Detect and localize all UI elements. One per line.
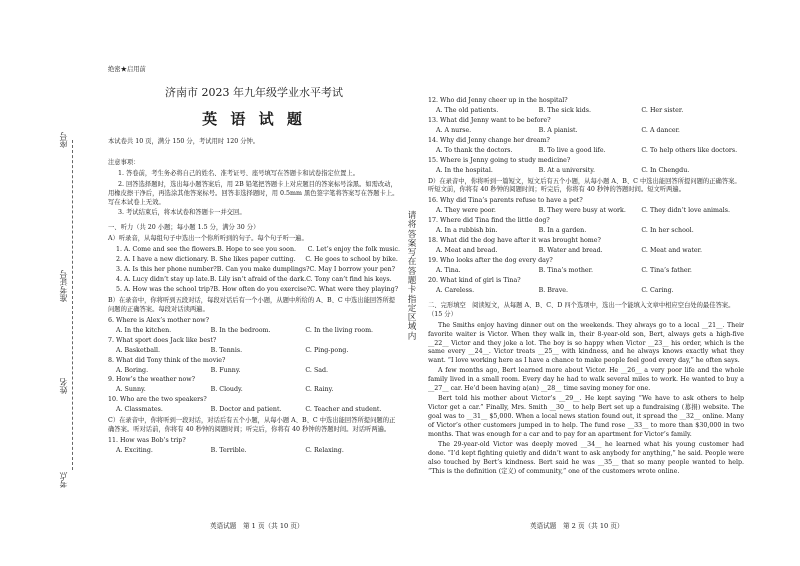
notes-title: 注意事项： (108, 158, 140, 166)
exam-title: 济南市 2023 年九年级学业水平考试 (165, 85, 343, 99)
section-1-title: 一、听力（共 20 小题；每小题 1.5 分，满分 30 分） (108, 224, 260, 232)
question-17: 17. Where did Tina find the little dog? A. In a rubbish bin. B. In a garden. C. In her school. (428, 217, 694, 235)
part-a-instructions: A）听录音，从每组句子中选出一个你所听到的句子。每个句子听一遍。 (108, 235, 308, 243)
seat-label: 座号 (59, 132, 68, 148)
question-14: 14. Why did Jenny change her dream? A. To thank the doctors. B. To live a good life. C. To help others like doctors. (428, 136, 738, 154)
page-2-footer: 英语试题 第 2 页（共 10 页） (530, 522, 624, 530)
question-11: 11. How was Bob’s trip? A. Exciting. B. Terrible. C. Relaxing. (108, 437, 344, 455)
note-3: 3. 考试结束后，将本试卷和答题卡一并交回。 (118, 209, 246, 217)
question-6: 6. Where is Alex’s mother now? A. In the kitchen. B. In the bedroom. C. In the living room. (108, 316, 374, 334)
question-5: 5. A. How was the school trip? B. How often do you exercise? C. What were they playing? (116, 286, 399, 294)
part-d-instructions: D）在录音中，你将听到一篇短文，短文后有五个小题，从每小题 A、B、C 中选出能回答所提问题的正确答案。听短文前，你将有 40 秒钟的阅题时间；听完后，你将有 40 秒钟的答题时间。短文听两遍。 (428, 177, 741, 194)
exam-number-label: 准考证号 (59, 270, 68, 302)
question-16: 16. Why did Tina’s parents refuse to have a pet? A. They were poor. B. They were busy at work. C. They didn’t love animals. (428, 197, 731, 215)
question-2: 2. A. I have a new dictionary. B. She likes paper cutting. C. He goes to school by bike. (116, 256, 398, 264)
cloze-paragraph-4: The 29-year-old Victor was deeply moved __34__ he learned what his young customer had done. “I’d kept fighting quietly and didn’t want to ask anybody for anything,” he said. People were also touched by Bert’s kindness. Bert said he was __35__ that so many people wanted to help. “This is the definition (定义) of community,” one of the customers wrote online. (428, 440, 744, 475)
page-1-footer: 英语试题 第 1 页（共 10 页） (210, 522, 304, 530)
cloze-paragraph-2: A few months ago, Bert learned more about Victor. He __26__ a very poor life and the whole family lived in a small room. Every day he had to walk several miles to work. He wanted to buy a __27__ car. He’d been having a(an) __28__ time saving money for one. (428, 367, 744, 393)
name-label: 姓名 (59, 378, 68, 394)
exam-meta: 本试卷共 10 页，满分 150 分，考试用时 120 分钟。 (108, 137, 260, 145)
question-20: 20. What kind of girl is Tina? A. Careless. B. Brave. C. Caring. (428, 276, 674, 294)
binding-margin (0, 0, 100, 566)
question-19: 19. Who looks after the dog every day? A. Tina. B. Tina’s mother. C. Tina’s father. (428, 257, 692, 274)
question-7: 7. What sport does Jack like best? A. Basketball. B. Tennis. C. Ping-pong. (108, 336, 349, 354)
section-2-title: 二、完形填空 阅读短文，从每题 A、B、C、D 四个选项中，选出一个能填入文章中相应空白处的最佳答案。（15 分） (428, 301, 735, 318)
question-10: 10. Who are the two speakers? A. Classmates. B. Doctor and patient. C. Teacher and student. (108, 396, 382, 414)
part-c-instructions: C）在录音中，你将听到一段对话，对话后有五个小题，从每小题 A、B、C 中选出能回答所提问题的正确答案。听对话前，你将有 40 秒钟的阅题时间；听完后，你将有 40 秒钟的答题时间。对话听两遍。 (108, 417, 396, 434)
page-2 (428, 96, 744, 477)
cloze-paragraph-3: Bert told his mother about Victor’s __29__. He kept saying “We have to ask others to help Victor get a car.” Finally, Mrs. Smith __30__ to help Bert set up a fundraising (募捐) website. The goal was to __31__ $5,000. When a local news station found out, it spread the __32__ online. Many of Victor’s other customers jumped in to help. The fund rose __33__ to more than $30,000 in two months. That was enough for a car and to pay for an apartment for Victor’s family. (428, 395, 744, 438)
page-1 (108, 66, 400, 457)
note-2: 2. 回答选择题时，选出每小题答案后，用 2B 铅笔把答题卡上对应题目的答案标号涂黑。如需改动，用橡皮擦干净后，再选涂其他答案标号。回答非选择题时，用 0.5mm 黑色签字笔将答案写在答题卡上。写在本试卷上无效。 (108, 180, 399, 206)
exam-room-label: 考点 (59, 472, 68, 488)
secret-label: 绝密★启用前 (108, 66, 146, 73)
question-9: 9. How’s the weather now? A. Sunny. B. Cloudy. C. Rainy. (108, 376, 334, 394)
answer-area-notice: 请 将 答 案 写 在 答 题 卡 指 定 区 域 内 (407, 211, 417, 342)
part-b-instructions: B）在录音中，你将听到五段对话，每段对话后有一个小题，从题中所给的 A、B、C 中选出能回答所提问题的正确答案。每段对话读两遍。 (108, 296, 396, 313)
question-18: 18. What did the dog have after it was brought home? A. Meat and bread. B. Water and bread. C. Meat and water. (428, 237, 702, 255)
subject-title: 英 语 试 题 (202, 109, 306, 128)
cloze-paragraph-1: The Smiths enjoy having dinner out on the weekends. They always go to a local __21__. Their favorite waiter is Victor. When they walk in, their 8-year-old son, Bert, always gets a high-five __22__ Victor and they joke a lot. The boy is so happy when Victor __23__ his order, which is the same every __24__. Victor treats __25__ with kindness, and he always knows exactly what they want. “I love working here as I have a chance to make people feel good every day,” he often says. (428, 321, 744, 365)
binding-cut-line (72, 140, 73, 470)
question-3: 3. A. Is this her phone number? B. Can you make dumplings? C. May I borrow your pen? (116, 266, 396, 274)
question-15: 15. Where is Jenny going to study medicine? A. In the hospital. B. At a university. C. In Chengdu. (428, 156, 690, 174)
question-4: 4. A. Lucy didn’t stay up late. B. Lily isn’t afraid of the dark. C. Tony can’t find his keys. (116, 276, 392, 284)
question-8: 8. What did Tony think of the movie? A. Boring. B. Funny. C. Sad. (108, 356, 329, 374)
question-1: 1. A. Come and see the flowers. B. Hope to see you soon. C. Let’s enjoy the folk music. (116, 246, 400, 254)
note-1: 1. 答卷前，考生务必将自己的姓名、准考证号、座号填写在答题卡和试卷指定位置上。 (118, 169, 359, 177)
question-12: 12. Who did Jenny cheer up in the hospital? A. The old patients. B. The sick kids. C. Her sister. (428, 97, 684, 114)
question-13: 13. What did Jenny want to be before? A. A nurse. B. A pianist. C. A dancer. (428, 116, 680, 134)
